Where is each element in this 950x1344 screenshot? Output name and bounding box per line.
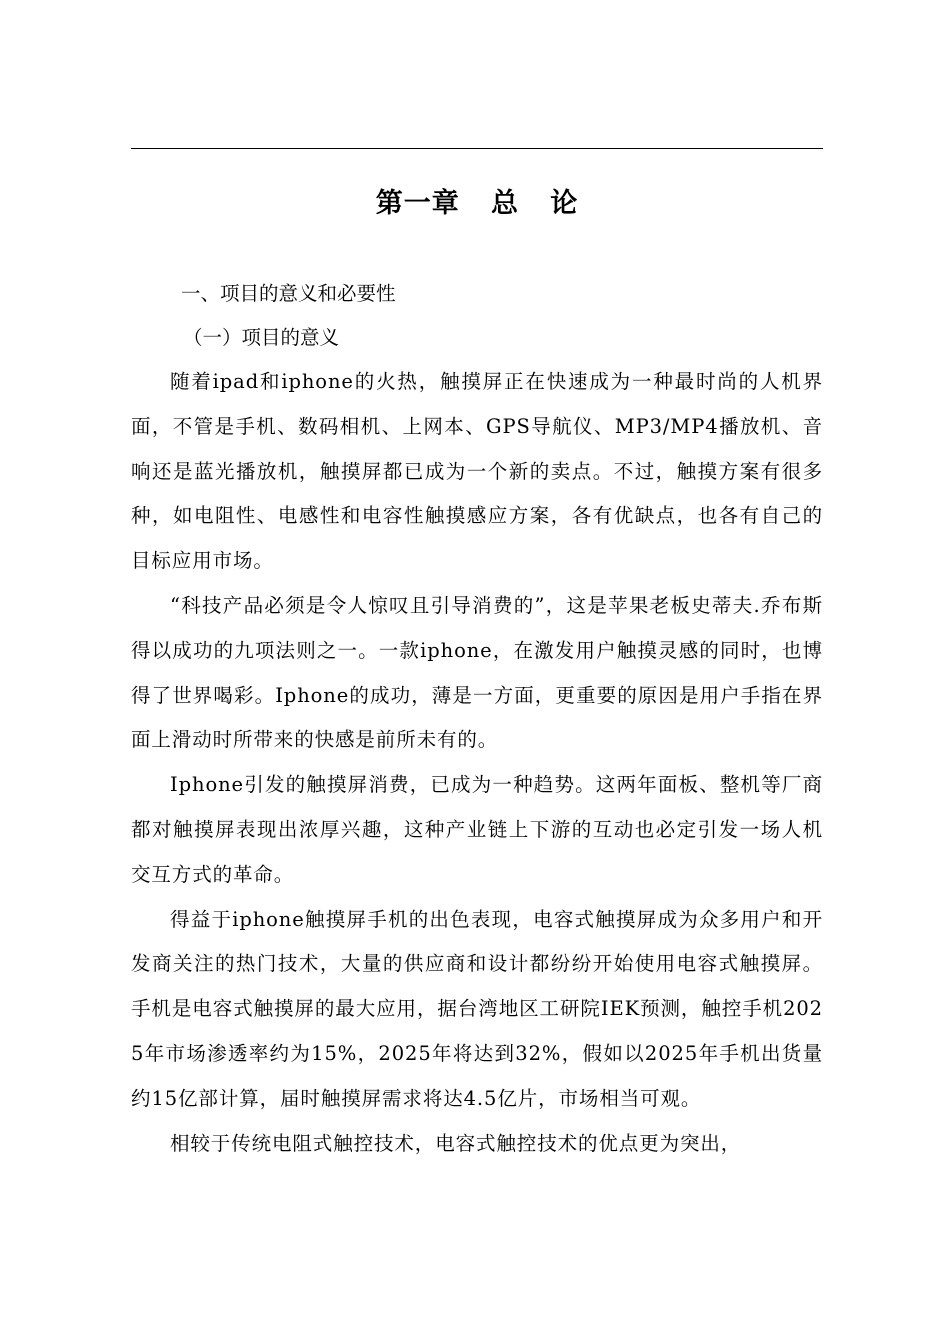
section-heading: 一、项目的意义和必要性 xyxy=(181,282,396,305)
paragraph-4: 得益于iphone触摸屏手机的出色表现，电容式触摸屏成为众多用户和开发商关注的热门技术，大量的供应商和设计都纷纷开始使用电容式触摸屏。手机是电容式触摸屏的最大应用，据台湾地区工研院IEK预测，触控手机2025年市场渗透率约为15%，2025年将达到32%，假如以2025年手机出货量约15亿部计算，届时触摸屏需求将达4.5亿片，市场相当可观。 xyxy=(131,907,823,1110)
chapter-title: 第一章 总 论 xyxy=(375,188,579,219)
paragraph-1: 随着ipad和iphone的火热，触摸屏正在快速成为一种最时尚的人机界面，不管是手机、数码相机、上网本、GPS导航仪、MP3/MP4播放机、音响还是蓝光播放机，触摸屏都已成为一个新的卖点。不过，触摸方案有很多种，如电阻性、电感性和电容性触摸感应方案，各有优缺点，也各有自己的目标应用市场。 xyxy=(131,370,823,573)
header-rule xyxy=(131,148,823,149)
paragraph-3: Iphone引发的触摸屏消费，已成为一种趋势。这两年面板、整机等厂商都对触摸屏表现出浓厚兴趣，这种产业链上下游的互动也必定引发一场人机交互方式的革命。 xyxy=(131,773,823,886)
body-text xyxy=(131,272,823,1166)
paragraph-2: “科技产品必须是令人惊叹且引导消费的”，这是苹果老板史蒂夫.乔布斯得以成功的九项法则之一。一款iphone，在激发用户触摸灵感的同时，也博得了世界喝彩。Iphone的成功，薄是一方面，更重要的原因是用户手指在界面上滑动时所带来的快感是前所未有的。 xyxy=(131,593,823,752)
subsection-heading: （一）项目的意义 xyxy=(183,326,340,349)
paragraph-5: 相较于传统电阻式触控技术，电容式触控技术的优点更为突出， xyxy=(170,1131,742,1155)
